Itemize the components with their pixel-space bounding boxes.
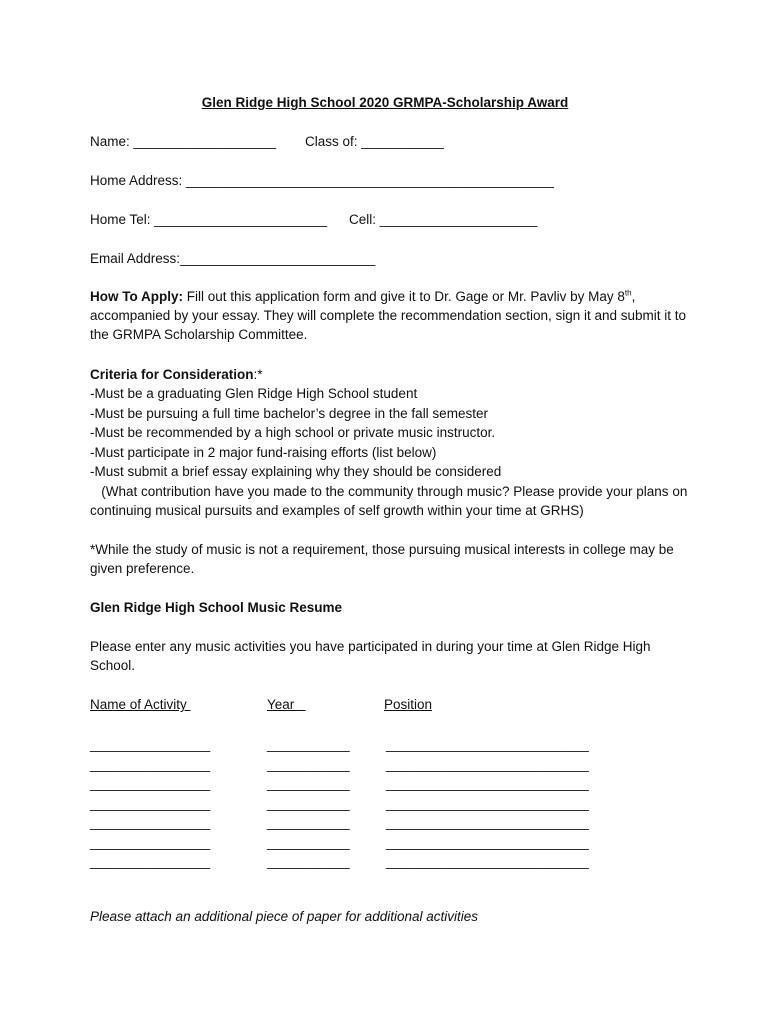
criteria-item: -Must participate in 2 major fund-raising efforts (list below): [90, 444, 437, 460]
criteria-heading: [90, 365, 263, 384]
how-to-apply-superscript: th: [624, 288, 632, 298]
year-column: [267, 735, 350, 872]
year-blank[interactable]: ___________: [267, 776, 350, 791]
class-of-field[interactable]: Class of: ___________: [305, 134, 444, 149]
activity-blank[interactable]: ________________: [90, 854, 211, 869]
footer-note: Please attach an additional piece of paper for additional activities: [90, 909, 478, 924]
activity-blank[interactable]: ________________: [90, 737, 211, 752]
year-blank[interactable]: ___________: [267, 815, 350, 830]
activity-blank[interactable]: ________________: [90, 795, 211, 811]
criteria-heading-suffix: :*: [253, 367, 263, 382]
criteria-item: -Must be pursuing a full time bachelor’s degree in the fall semester: [90, 405, 488, 421]
criteria-heading-label: Criteria for Consideration: [90, 367, 254, 382]
position-blank[interactable]: ___________________________: [386, 737, 589, 752]
home-address-field[interactable]: Home Address: _________________________________________________: [90, 173, 554, 188]
year-blank[interactable]: ___________: [267, 756, 350, 772]
year-blank[interactable]: ___________: [267, 737, 350, 752]
how-to-apply-label: How To Apply:: [90, 289, 183, 304]
email-field[interactable]: Email Address:__________________________: [90, 251, 376, 266]
resume-heading: Glen Ridge High School Music Resume: [90, 600, 343, 615]
year-blank[interactable]: ___________: [267, 854, 350, 869]
position-blank[interactable]: ___________________________: [386, 854, 589, 869]
home-tel-field[interactable]: Home Tel: _______________________: [90, 212, 327, 227]
preference-note: *While the study of music is not a requirement, those pursuing musical interests in college may be given preference.: [90, 542, 674, 576]
position-blank[interactable]: ___________________________: [386, 795, 589, 811]
position-blank[interactable]: ___________________________: [386, 776, 589, 791]
position-blank[interactable]: ___________________________: [386, 834, 589, 850]
column-header-activity: Name of Activity: [90, 697, 191, 712]
activity-blank[interactable]: ________________: [90, 756, 211, 772]
cell-field[interactable]: Cell: _____________________: [349, 212, 538, 227]
year-blank[interactable]: ___________: [267, 834, 350, 850]
criteria-item: -Must be a graduating Glen Ridge High School student: [90, 386, 418, 401]
how-to-apply-text: Fill out this application form and give it to Dr. Gage or Mr. Pavliv by May 8: [182, 289, 625, 304]
activity-column: [90, 735, 210, 872]
position-blank[interactable]: ___________________________: [386, 756, 589, 772]
activity-blank[interactable]: ________________: [90, 834, 211, 850]
column-header-position: Position: [384, 697, 433, 712]
position-blank[interactable]: ___________________________: [386, 815, 589, 830]
essay-note: (What contribution have you made to the community through music? Please provide your plans on continuing musical pursuits and examples of self growth within your time at GRHS): [90, 483, 692, 518]
activity-blank[interactable]: ________________: [90, 815, 211, 830]
name-field[interactable]: Name: ___________________: [90, 134, 277, 149]
criteria-item: -Must submit a brief essay explaining why they should be considered: [90, 464, 502, 479]
year-blank[interactable]: ___________: [267, 795, 350, 811]
criteria-item: -Must be recommended by a high school or private music instructor.: [90, 425, 496, 440]
activity-blank[interactable]: ________________: [90, 776, 211, 791]
resume-intro: Please enter any music activities you have participated in during your time at Glen Ridge High School.: [90, 639, 651, 673]
how-to-apply-paragraph: [90, 287, 690, 344]
how-to-apply-text-continued: , accompanied by your essay. They will complete the recommendation section, sign it and submit it to the GRMPA Scholarship Committee.: [90, 289, 687, 342]
form-title: Glen Ridge High School 2020 GRMPA-Scholarship Award: [201, 95, 569, 110]
column-header-year: Year: [267, 697, 306, 712]
position-column: [386, 735, 589, 872]
